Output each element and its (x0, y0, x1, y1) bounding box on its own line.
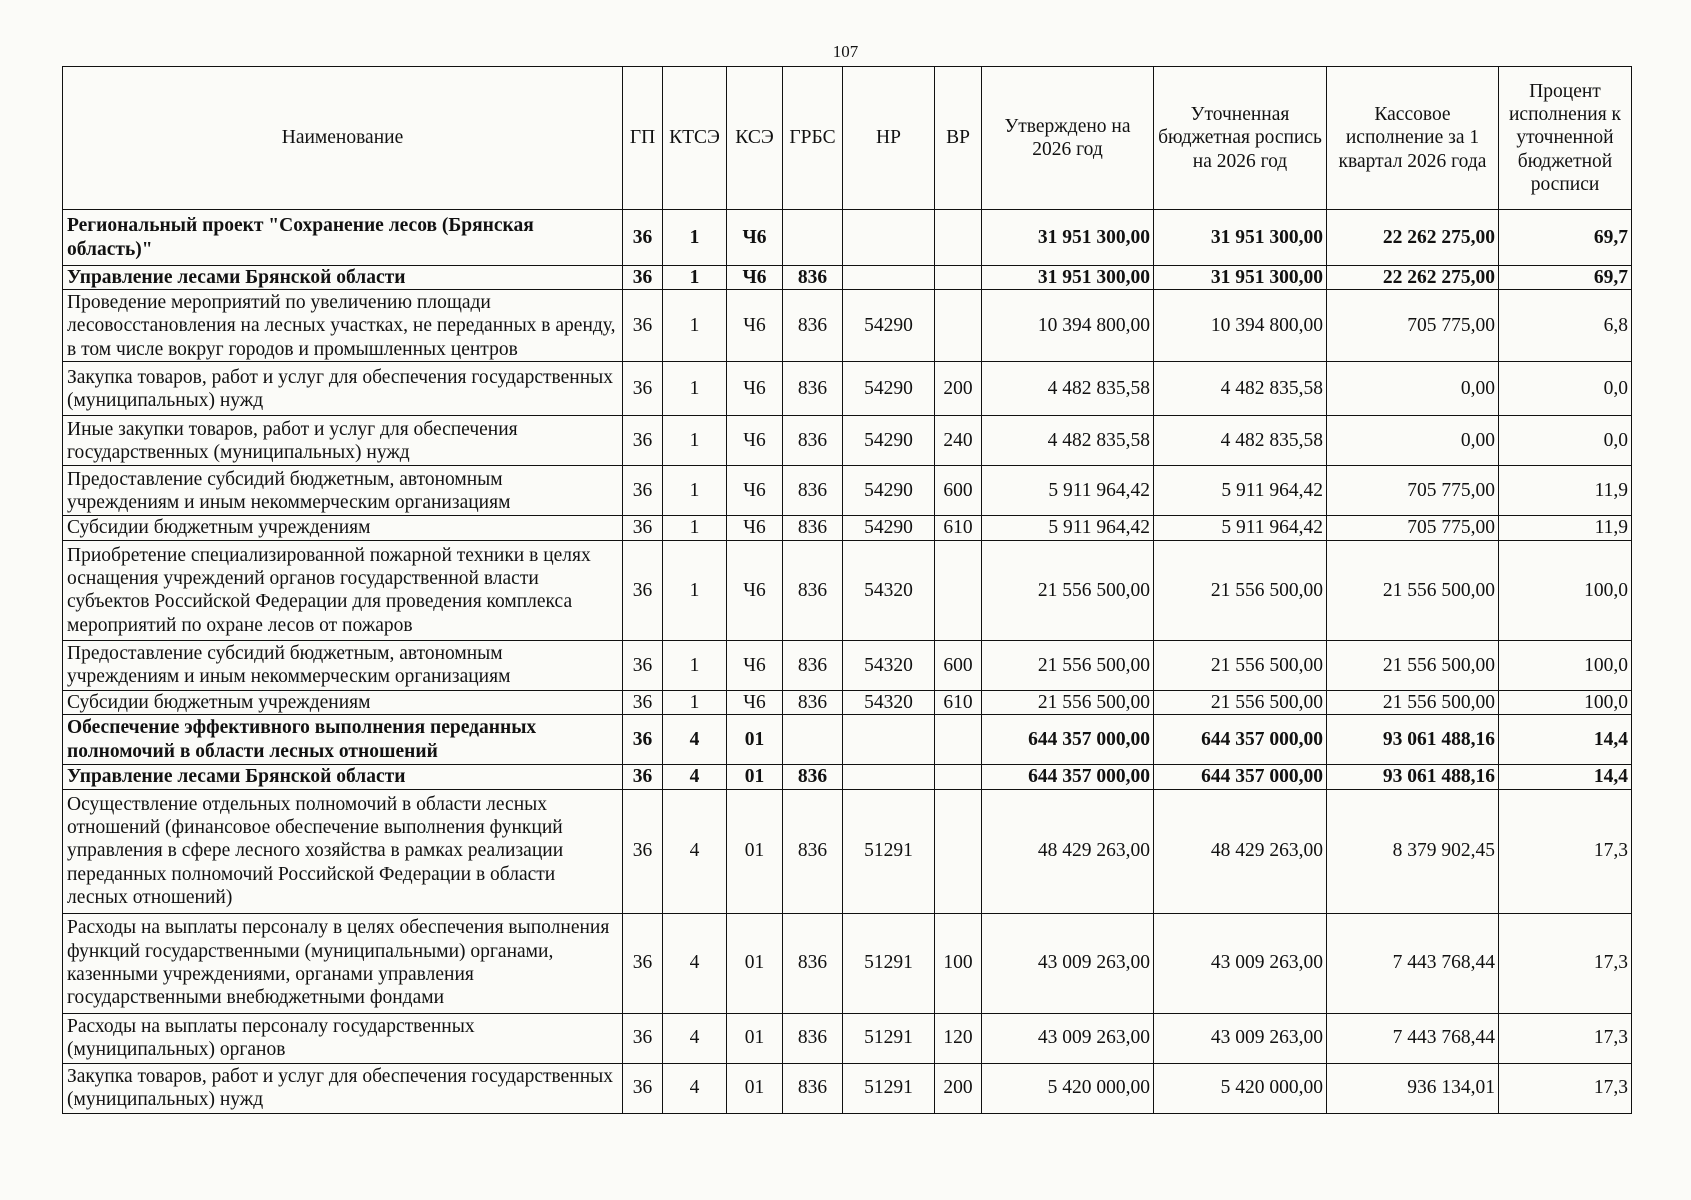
cell-name: Закупка товаров, работ и услуг для обеспечения государственных (муниципальных) нужд (63, 362, 623, 416)
cell-kse: 01 (727, 913, 783, 1013)
cell-percent: 6,8 (1499, 290, 1632, 362)
cell-percent: 17,3 (1499, 789, 1632, 913)
cell-grbs: 836 (783, 416, 843, 466)
cell-gp: 36 (623, 1013, 663, 1063)
cell-nr (843, 715, 935, 765)
cell-vr: 600 (935, 640, 982, 690)
cell-kse: 01 (727, 715, 783, 765)
table-row (63, 789, 1632, 913)
header-nr: НР (843, 67, 935, 210)
cell-revised: 43 009 263,00 (1154, 913, 1327, 1013)
cell-nr (843, 266, 935, 290)
cell-ktse: 4 (663, 789, 727, 913)
table-row (63, 1013, 1632, 1063)
budget-table (62, 66, 1632, 1114)
cell-cash: 21 556 500,00 (1327, 640, 1499, 690)
cell-cash: 7 443 768,44 (1327, 913, 1499, 1013)
cell-kse: Ч6 (727, 690, 783, 714)
cell-gp: 36 (623, 540, 663, 640)
cell-cash: 21 556 500,00 (1327, 540, 1499, 640)
cell-approved: 21 556 500,00 (982, 690, 1154, 714)
cell-name: Осуществление отдельных полномочий в области лесных отношений (финансовое обеспечение выполнения функций управления в сфере лесного хозяйства в рамках реализации переданных полномочий Российской Федерации в области лесных отношений) (63, 789, 623, 913)
cell-name: Проведение мероприятий по увеличению площади лесовосстановления на лесных участках, не переданных в аренду, в том числе вокруг городов и промышленных центров (63, 290, 623, 362)
cell-approved: 644 357 000,00 (982, 765, 1154, 789)
cell-percent: 69,7 (1499, 266, 1632, 290)
table-row (63, 290, 1632, 362)
cell-vr (935, 266, 982, 290)
cell-cash: 22 262 275,00 (1327, 210, 1499, 266)
table-row (63, 266, 1632, 290)
cell-name: Предоставление субсидий бюджетным, автономным учреждениям и иным некоммерческим организациям (63, 466, 623, 516)
cell-vr: 200 (935, 1063, 982, 1113)
cell-vr: 120 (935, 1013, 982, 1063)
cell-nr: 51291 (843, 789, 935, 913)
cell-gp: 36 (623, 1063, 663, 1113)
cell-vr (935, 290, 982, 362)
cell-vr: 100 (935, 913, 982, 1013)
cell-grbs: 836 (783, 362, 843, 416)
cell-ktse: 1 (663, 640, 727, 690)
cell-revised: 5 420 000,00 (1154, 1063, 1327, 1113)
table-row (63, 540, 1632, 640)
cell-name: Управление лесами Брянской области (63, 266, 623, 290)
cell-approved: 644 357 000,00 (982, 715, 1154, 765)
cell-grbs: 836 (783, 290, 843, 362)
cell-percent: 100,0 (1499, 540, 1632, 640)
cell-name: Предоставление субсидий бюджетным, автономным учреждениям и иным некоммерческим организациям (63, 640, 623, 690)
header-vr: ВР (935, 67, 982, 210)
cell-gp: 36 (623, 715, 663, 765)
cell-kse: 01 (727, 1063, 783, 1113)
table-row (63, 913, 1632, 1013)
cell-percent: 17,3 (1499, 1063, 1632, 1113)
cell-vr (935, 715, 982, 765)
cell-gp: 36 (623, 466, 663, 516)
cell-nr: 54290 (843, 516, 935, 540)
cell-grbs: 836 (783, 765, 843, 789)
cell-gp: 36 (623, 640, 663, 690)
cell-kse: Ч6 (727, 640, 783, 690)
cell-ktse: 1 (663, 290, 727, 362)
header-gp: ГП (623, 67, 663, 210)
cell-vr (935, 210, 982, 266)
cell-grbs: 836 (783, 789, 843, 913)
cell-approved: 5 420 000,00 (982, 1063, 1154, 1113)
table-row (63, 1063, 1632, 1113)
cell-gp: 36 (623, 416, 663, 466)
cell-grbs: 836 (783, 1013, 843, 1063)
header-approved: Утверждено на 2026 год (982, 67, 1154, 210)
cell-grbs (783, 715, 843, 765)
cell-ktse: 1 (663, 416, 727, 466)
header-kse: КСЭ (727, 67, 783, 210)
cell-ktse: 4 (663, 765, 727, 789)
cell-percent: 17,3 (1499, 913, 1632, 1013)
cell-ktse: 1 (663, 266, 727, 290)
cell-kse: 01 (727, 765, 783, 789)
cell-nr (843, 765, 935, 789)
cell-gp: 36 (623, 765, 663, 789)
cell-approved: 4 482 835,58 (982, 362, 1154, 416)
header-ktse: КТСЭ (663, 67, 727, 210)
cell-ktse: 1 (663, 210, 727, 266)
cell-vr: 200 (935, 362, 982, 416)
cell-kse: Ч6 (727, 266, 783, 290)
cell-approved: 21 556 500,00 (982, 540, 1154, 640)
cell-revised: 644 357 000,00 (1154, 715, 1327, 765)
cell-ktse: 4 (663, 715, 727, 765)
cell-name: Субсидии бюджетным учреждениям (63, 690, 623, 714)
cell-grbs: 836 (783, 1063, 843, 1113)
cell-cash: 21 556 500,00 (1327, 690, 1499, 714)
table-row (63, 715, 1632, 765)
table-row (63, 690, 1632, 714)
cell-name: Расходы на выплаты персоналу государственных (муниципальных) органов (63, 1013, 623, 1063)
cell-revised: 31 951 300,00 (1154, 210, 1327, 266)
cell-nr: 54320 (843, 640, 935, 690)
cell-kse: Ч6 (727, 290, 783, 362)
cell-approved: 10 394 800,00 (982, 290, 1154, 362)
table-header-row (63, 67, 1632, 210)
header-name: Наименование (63, 67, 623, 210)
cell-kse: Ч6 (727, 210, 783, 266)
cell-grbs (783, 210, 843, 266)
cell-percent: 100,0 (1499, 690, 1632, 714)
cell-revised: 4 482 835,58 (1154, 362, 1327, 416)
cell-cash: 22 262 275,00 (1327, 266, 1499, 290)
cell-kse: Ч6 (727, 466, 783, 516)
cell-vr: 610 (935, 516, 982, 540)
cell-ktse: 1 (663, 540, 727, 640)
cell-revised: 10 394 800,00 (1154, 290, 1327, 362)
cell-percent: 14,4 (1499, 765, 1632, 789)
cell-percent: 14,4 (1499, 715, 1632, 765)
cell-percent: 0,0 (1499, 416, 1632, 466)
cell-kse: Ч6 (727, 416, 783, 466)
cell-kse: 01 (727, 1013, 783, 1063)
cell-kse: 01 (727, 789, 783, 913)
cell-nr: 51291 (843, 913, 935, 1013)
cell-nr: 54320 (843, 690, 935, 714)
cell-gp: 36 (623, 362, 663, 416)
cell-grbs: 836 (783, 640, 843, 690)
cell-cash: 8 379 902,45 (1327, 789, 1499, 913)
cell-revised: 21 556 500,00 (1154, 540, 1327, 640)
cell-vr (935, 789, 982, 913)
cell-approved: 4 482 835,58 (982, 416, 1154, 466)
cell-grbs: 836 (783, 516, 843, 540)
table-row (63, 765, 1632, 789)
cell-vr: 600 (935, 466, 982, 516)
cell-cash: 705 775,00 (1327, 516, 1499, 540)
cell-vr: 610 (935, 690, 982, 714)
cell-grbs: 836 (783, 913, 843, 1013)
cell-approved: 31 951 300,00 (982, 266, 1154, 290)
header-revised: Уточненная бюджетная роспись на 2026 год (1154, 67, 1327, 210)
cell-nr: 51291 (843, 1013, 935, 1063)
cell-percent: 69,7 (1499, 210, 1632, 266)
cell-gp: 36 (623, 290, 663, 362)
cell-vr (935, 540, 982, 640)
cell-cash: 936 134,01 (1327, 1063, 1499, 1113)
cell-gp: 36 (623, 516, 663, 540)
cell-ktse: 1 (663, 516, 727, 540)
cell-gp: 36 (623, 789, 663, 913)
cell-percent: 100,0 (1499, 640, 1632, 690)
cell-cash: 7 443 768,44 (1327, 1013, 1499, 1063)
cell-approved: 5 911 964,42 (982, 466, 1154, 516)
cell-kse: Ч6 (727, 516, 783, 540)
cell-gp: 36 (623, 690, 663, 714)
cell-revised: 5 911 964,42 (1154, 516, 1327, 540)
cell-cash: 0,00 (1327, 362, 1499, 416)
cell-name: Субсидии бюджетным учреждениям (63, 516, 623, 540)
table-row (63, 362, 1632, 416)
cell-ktse: 1 (663, 362, 727, 416)
cell-percent: 11,9 (1499, 516, 1632, 540)
cell-revised: 31 951 300,00 (1154, 266, 1327, 290)
cell-revised: 43 009 263,00 (1154, 1013, 1327, 1063)
cell-vr (935, 765, 982, 789)
cell-approved: 5 911 964,42 (982, 516, 1154, 540)
cell-ktse: 4 (663, 1013, 727, 1063)
cell-cash: 93 061 488,16 (1327, 715, 1499, 765)
cell-ktse: 4 (663, 1063, 727, 1113)
table-row (63, 466, 1632, 516)
cell-ktse: 1 (663, 466, 727, 516)
cell-approved: 48 429 263,00 (982, 789, 1154, 913)
cell-nr (843, 210, 935, 266)
cell-approved: 31 951 300,00 (982, 210, 1154, 266)
cell-percent: 0,0 (1499, 362, 1632, 416)
cell-ktse: 4 (663, 913, 727, 1013)
cell-approved: 43 009 263,00 (982, 913, 1154, 1013)
header-cash: Кассовое исполнение за 1 квартал 2026 года (1327, 67, 1499, 210)
cell-nr: 54290 (843, 416, 935, 466)
cell-approved: 43 009 263,00 (982, 1013, 1154, 1063)
cell-approved: 21 556 500,00 (982, 640, 1154, 690)
table-row (63, 210, 1632, 266)
cell-name: Управление лесами Брянской области (63, 765, 623, 789)
cell-percent: 17,3 (1499, 1013, 1632, 1063)
cell-percent: 11,9 (1499, 466, 1632, 516)
cell-grbs: 836 (783, 266, 843, 290)
cell-gp: 36 (623, 913, 663, 1013)
cell-revised: 21 556 500,00 (1154, 640, 1327, 690)
cell-gp: 36 (623, 210, 663, 266)
header-percent: Процент исполнения к уточненной бюджетной росписи (1499, 67, 1632, 210)
cell-nr: 54290 (843, 290, 935, 362)
cell-name: Приобретение специализированной пожарной техники в целях оснащения учреждений органов государственной власти субъектов Российской Федерации для проведения комплекса мероприятий по охране лесов от пожаров (63, 540, 623, 640)
cell-revised: 5 911 964,42 (1154, 466, 1327, 516)
cell-cash: 0,00 (1327, 416, 1499, 466)
cell-name: Обеспечение эффективного выполнения переданных полномочий в области лесных отношений (63, 715, 623, 765)
cell-nr: 51291 (843, 1063, 935, 1113)
cell-nr: 54290 (843, 466, 935, 516)
table-row (63, 516, 1632, 540)
cell-revised: 4 482 835,58 (1154, 416, 1327, 466)
cell-nr: 54290 (843, 362, 935, 416)
cell-cash: 705 775,00 (1327, 466, 1499, 516)
cell-grbs: 836 (783, 690, 843, 714)
cell-gp: 36 (623, 266, 663, 290)
cell-vr: 240 (935, 416, 982, 466)
cell-cash: 93 061 488,16 (1327, 765, 1499, 789)
cell-kse: Ч6 (727, 540, 783, 640)
cell-name: Иные закупки товаров, работ и услуг для обеспечения государственных (муниципальных) нужд (63, 416, 623, 466)
cell-name: Расходы на выплаты персоналу в целях обеспечения выполнения функций государственными (муниципальными) органами, казенными учреждениями, органами управления государственными внебюджетными фондами (63, 913, 623, 1013)
cell-grbs: 836 (783, 466, 843, 516)
header-grbs: ГРБС (783, 67, 843, 210)
cell-revised: 21 556 500,00 (1154, 690, 1327, 714)
cell-name: Закупка товаров, работ и услуг для обеспечения государственных (муниципальных) нужд (63, 1063, 623, 1113)
page-number: 107 (832, 42, 859, 61)
table-row (63, 640, 1632, 690)
cell-revised: 48 429 263,00 (1154, 789, 1327, 913)
cell-revised: 644 357 000,00 (1154, 765, 1327, 789)
cell-nr: 54320 (843, 540, 935, 640)
cell-grbs: 836 (783, 540, 843, 640)
table-row (63, 416, 1632, 466)
cell-ktse: 1 (663, 690, 727, 714)
cell-kse: Ч6 (727, 362, 783, 416)
cell-cash: 705 775,00 (1327, 290, 1499, 362)
cell-name: Региональный проект "Сохранение лесов (Брянская область)" (63, 210, 623, 266)
